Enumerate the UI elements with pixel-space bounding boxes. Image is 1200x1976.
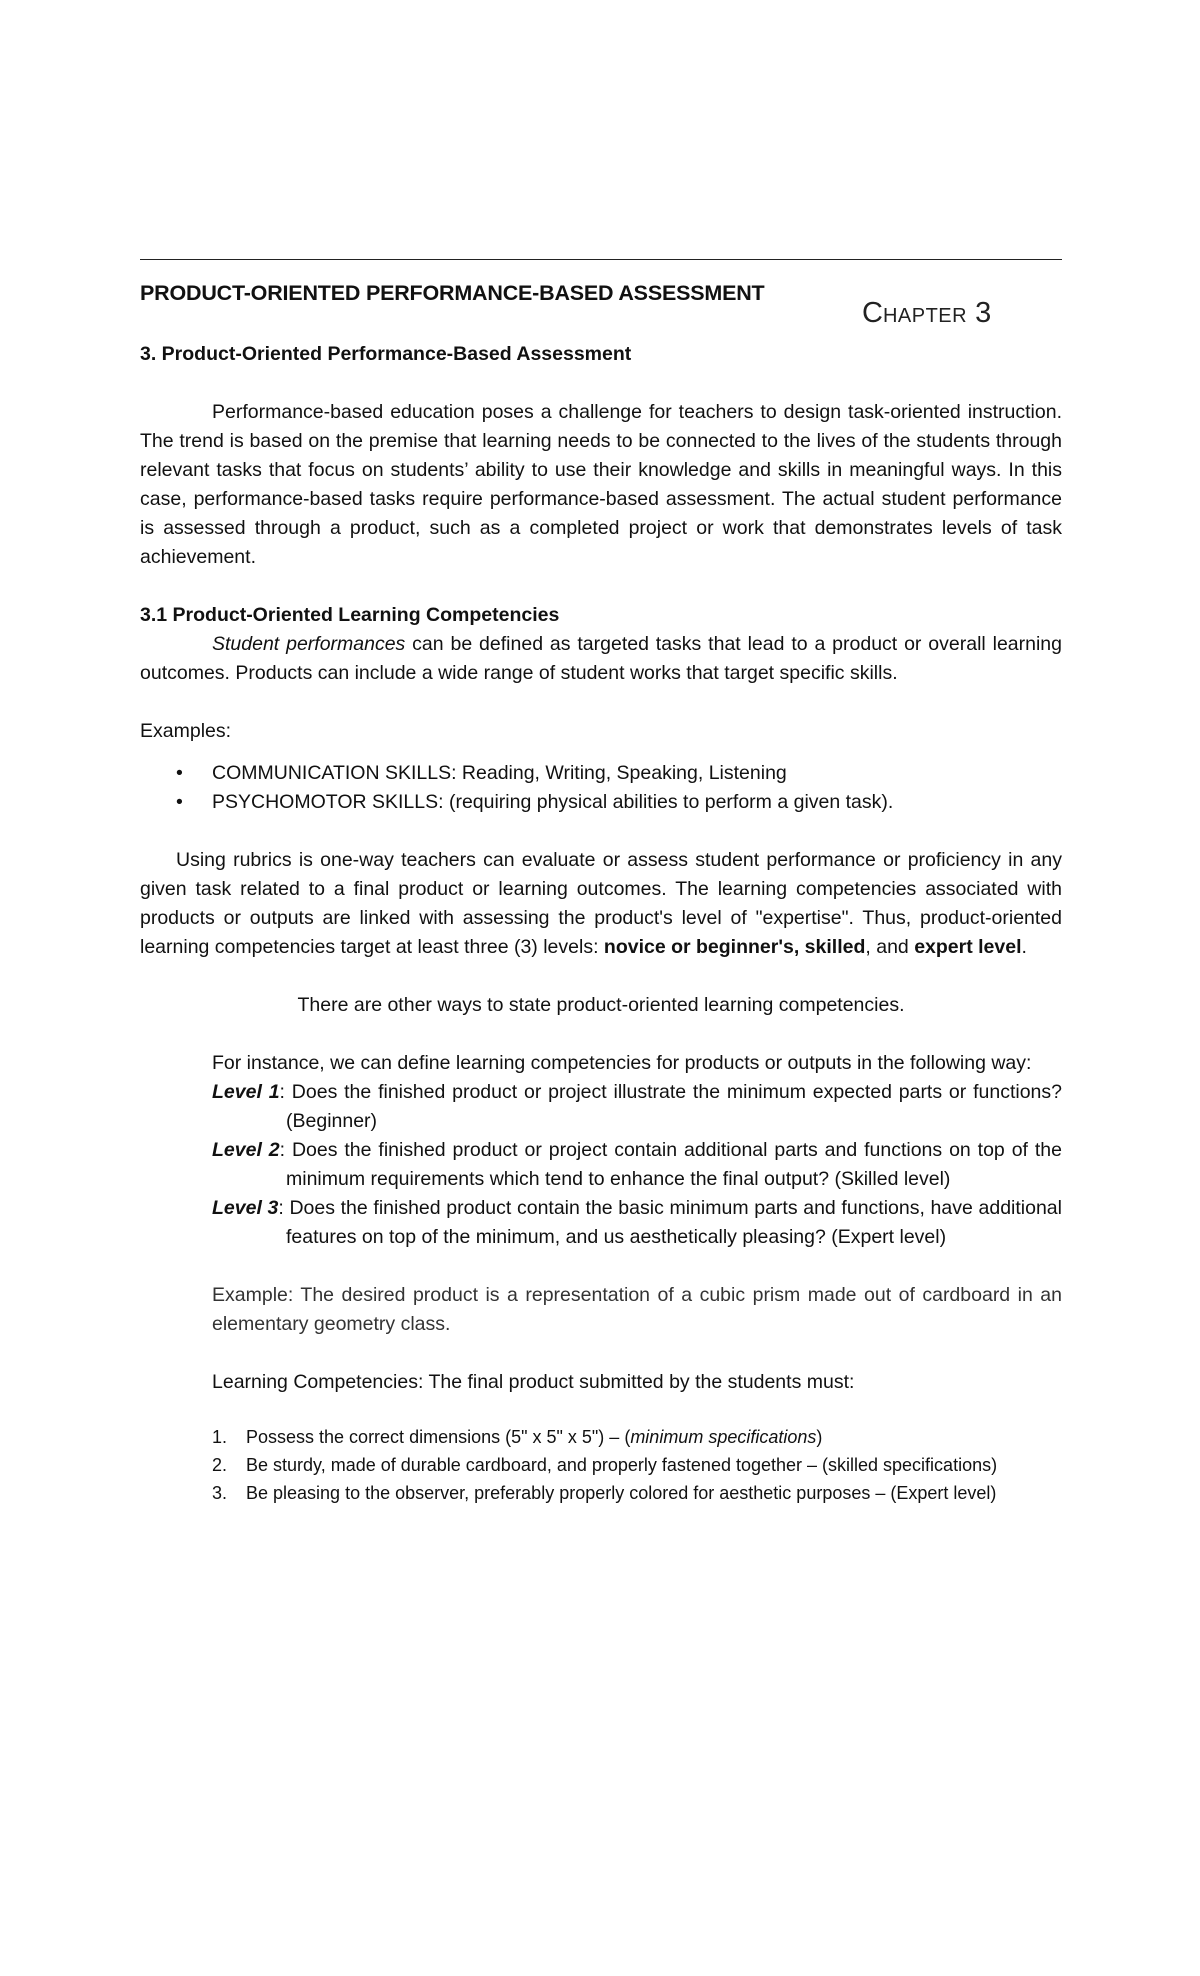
section-3-1-heading: 3.1 Product-Oriented Learning Competencies: [140, 604, 560, 626]
section-3-heading: 3. Product-Oriented Performance-Based Assessment: [140, 343, 632, 365]
student-performances-term: Student performances: [212, 633, 406, 655]
level-1-item: [140, 1078, 1062, 1136]
chapter-number: 3: [975, 297, 992, 329]
level-2-item: [140, 1136, 1062, 1194]
level-3-label: Level 3: [212, 1197, 279, 1219]
chapter-initial: C: [862, 297, 883, 329]
document-body: [140, 340, 1062, 1507]
level-1-text: : Does the finished product or project illustrate the minimum expected parts or functions? (Beginner): [279, 1081, 1062, 1132]
list-item: 2. Be sturdy, made of durable cardboard, and properly fastened together – (skilled specifications): [212, 1455, 998, 1475]
level-3-text: : Does the finished product contain the basic minimum parts and functions, have additional features on top of the minimum, and us aesthetically pleasing? (Expert level): [278, 1197, 1062, 1248]
list-item: 1. Possess the correct dimensions (5" x 5" x 5") – (minimum specifications): [212, 1427, 823, 1447]
level-2-label: Level 2: [212, 1139, 280, 1161]
level-1-label: Level 1: [212, 1081, 280, 1103]
competency-levels: [140, 1078, 1062, 1252]
list-item: • COMMUNICATION SKILLS: Reading, Writing, Speaking, Listening: [140, 759, 1062, 788]
chapter-label: [862, 297, 991, 330]
bullet-icon: •: [176, 762, 183, 784]
student-performances-paragraph: [140, 630, 1062, 688]
other-ways-line: There are other ways to state product-oriented learning competencies.: [297, 994, 905, 1016]
header-rule: [140, 259, 1062, 260]
page-header-title: PRODUCT-ORIENTED PERFORMANCE-BASED ASSESSMENT: [140, 281, 765, 305]
level-2-text: : Does the finished product or project contain additional parts and functions on top of the minimum requirements which tend to enhance the final output? (Skilled level): [279, 1139, 1062, 1190]
competencies-list: [140, 1423, 1062, 1507]
student-performances-definition: can be defined as targeted tasks that lead to a product or overall learning outcomes. Products can include a wide range of student works that target specific skills.: [140, 633, 1062, 684]
for-instance-paragraph: For instance, we can define learning competencies for products or outputs in the following way:: [212, 1052, 1032, 1074]
cubic-prism-example: Example: The desired product is a representation of a cubic prism made out of cardboard in an elementary geometry class.: [212, 1284, 1062, 1335]
novice-skilled-emphasis: novice or beginner's, skilled: [603, 936, 866, 958]
examples-label: Examples:: [140, 720, 232, 742]
section-3-paragraph: Performance-based education poses a challenge for teachers to design task-oriented instruction. The trend is based on the premise that learning needs to be connected to the lives of the students through relevant tasks that focus on students’ ability to use their knowledge and skills in meaningful ways. In this case, performance-based tasks require performance-based assessment. The actual student performance is assessed through a product, such as a completed project or work that demonstrates levels of task achievement.: [140, 401, 1062, 568]
chapter-word: HAPTER: [882, 305, 968, 327]
skills-list: [140, 759, 1062, 817]
learning-competencies-intro: Learning Competencies: The final product submitted by the students must:: [212, 1371, 855, 1393]
list-item: • PSYCHOMOTOR SKILLS: (requiring physical abilities to perform a given task).: [140, 788, 1062, 817]
bullet-icon: •: [176, 791, 183, 813]
expert-level-emphasis: expert level: [914, 936, 1022, 958]
rubrics-paragraph: Using rubrics is one-way teachers can evaluate or assess student performance or proficiency in any given task related to a final product or learning outcomes. The learning competencies associated with products or outputs are linked with assessing the product's level of "expertise". Thus, product-oriented learning competencies target at least three (3) levels: novice or beginner's, skilled, and expert level.: [140, 849, 1062, 958]
level-3-item: [140, 1194, 1062, 1252]
list-item: 3. Be pleasing to the observer, preferably properly colored for aesthetic purposes – (Expert level): [212, 1483, 997, 1503]
